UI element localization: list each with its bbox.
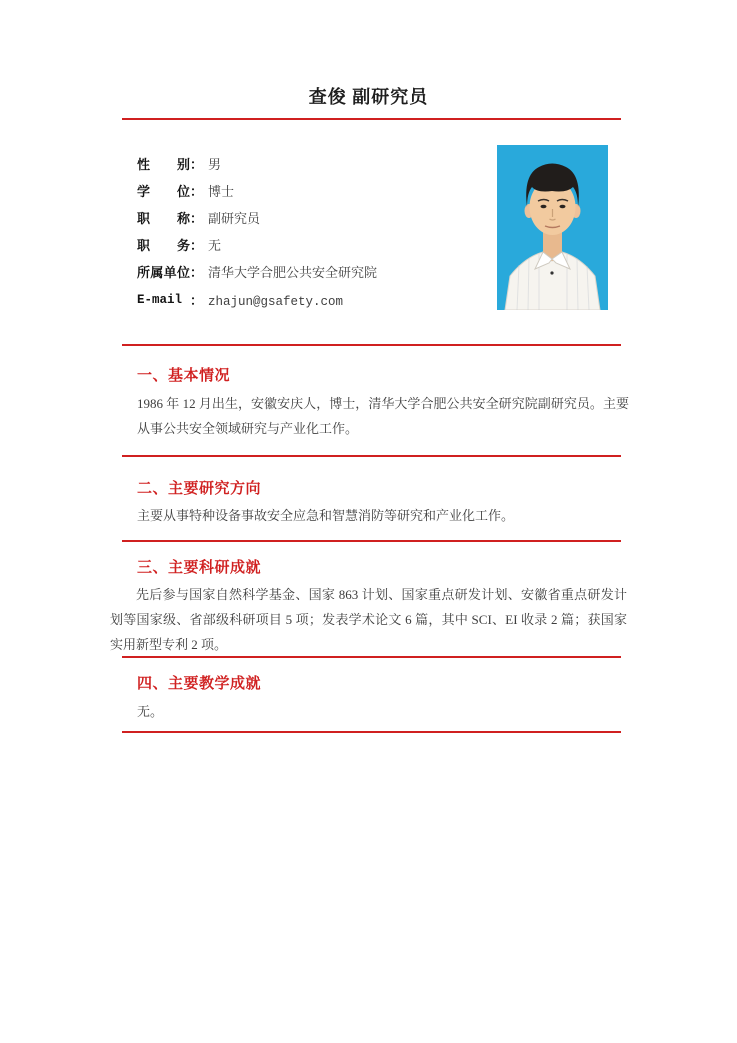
colon: ： [190,211,204,226]
page-title: 查俊 副研究员 [308,87,429,107]
section-body-basic-info: 1986 年 12 月出生，安徽安庆人，博士，清华大学合肥公共安全研究院副研究员。主要从事公共安全领域研究与产业化工作。 [137,396,629,436]
section-body-research-achievements: 先后参与国家自然科学基金、国家 863 计划、国家重点研发计划、安徽省重点研发计划等国家级、省部级科研项目 5 项；发表学术论文 6 篇，其中 SCI、EI 收录 2 篇；获国家实用新型专利 2 项。 [110,587,627,652]
gender-value: 男 [208,157,222,172]
closing-divider [122,731,621,733]
gender-label: 性别 [137,157,190,172]
title-label: 职称 [137,211,190,226]
section-heading-basic-info: 一、基本情况 [137,367,231,384]
title-divider [122,118,621,120]
position-label: 职务 [137,238,190,253]
affiliation-label: 所属单位 [137,265,190,280]
info-row-affiliation [137,259,377,286]
title-value: 副研究员 [208,211,261,226]
email-label: E-mail [137,293,183,307]
section-divider [122,455,621,457]
info-row-gender [137,151,377,178]
degree-value: 博士 [208,184,235,199]
section-body-teaching-achievements: 无。 [137,704,164,719]
colon: ： [190,265,204,280]
degree-label: 学位 [137,184,190,199]
info-row-email [137,287,377,314]
position-value: 无 [208,238,222,253]
section-divider [122,656,621,658]
section-heading-research-directions: 二、主要研究方向 [137,480,262,497]
email-value: zhajun@gsafety.com [208,295,344,309]
info-row-degree [137,178,377,205]
info-row-title [137,205,377,232]
section-body-research-directions: 主要从事特种设备事故安全应急和智慧消防等研究和产业化工作。 [137,508,515,523]
info-row-position [137,232,377,259]
section-heading-research-achievements: 三、主要科研成就 [137,559,262,576]
profile-photo [497,145,608,310]
section-divider [122,540,621,542]
colon: ： [190,184,204,199]
section-heading-teaching-achievements: 四、主要教学成就 [137,675,262,692]
affiliation-value: 清华大学合肥公共安全研究院 [208,265,378,280]
section-divider [122,344,621,346]
colon: ： [190,238,204,253]
colon: ： [190,157,204,172]
id-photo-illustration [497,145,608,310]
profile-info-block [137,151,377,314]
colon: ： [190,293,204,308]
